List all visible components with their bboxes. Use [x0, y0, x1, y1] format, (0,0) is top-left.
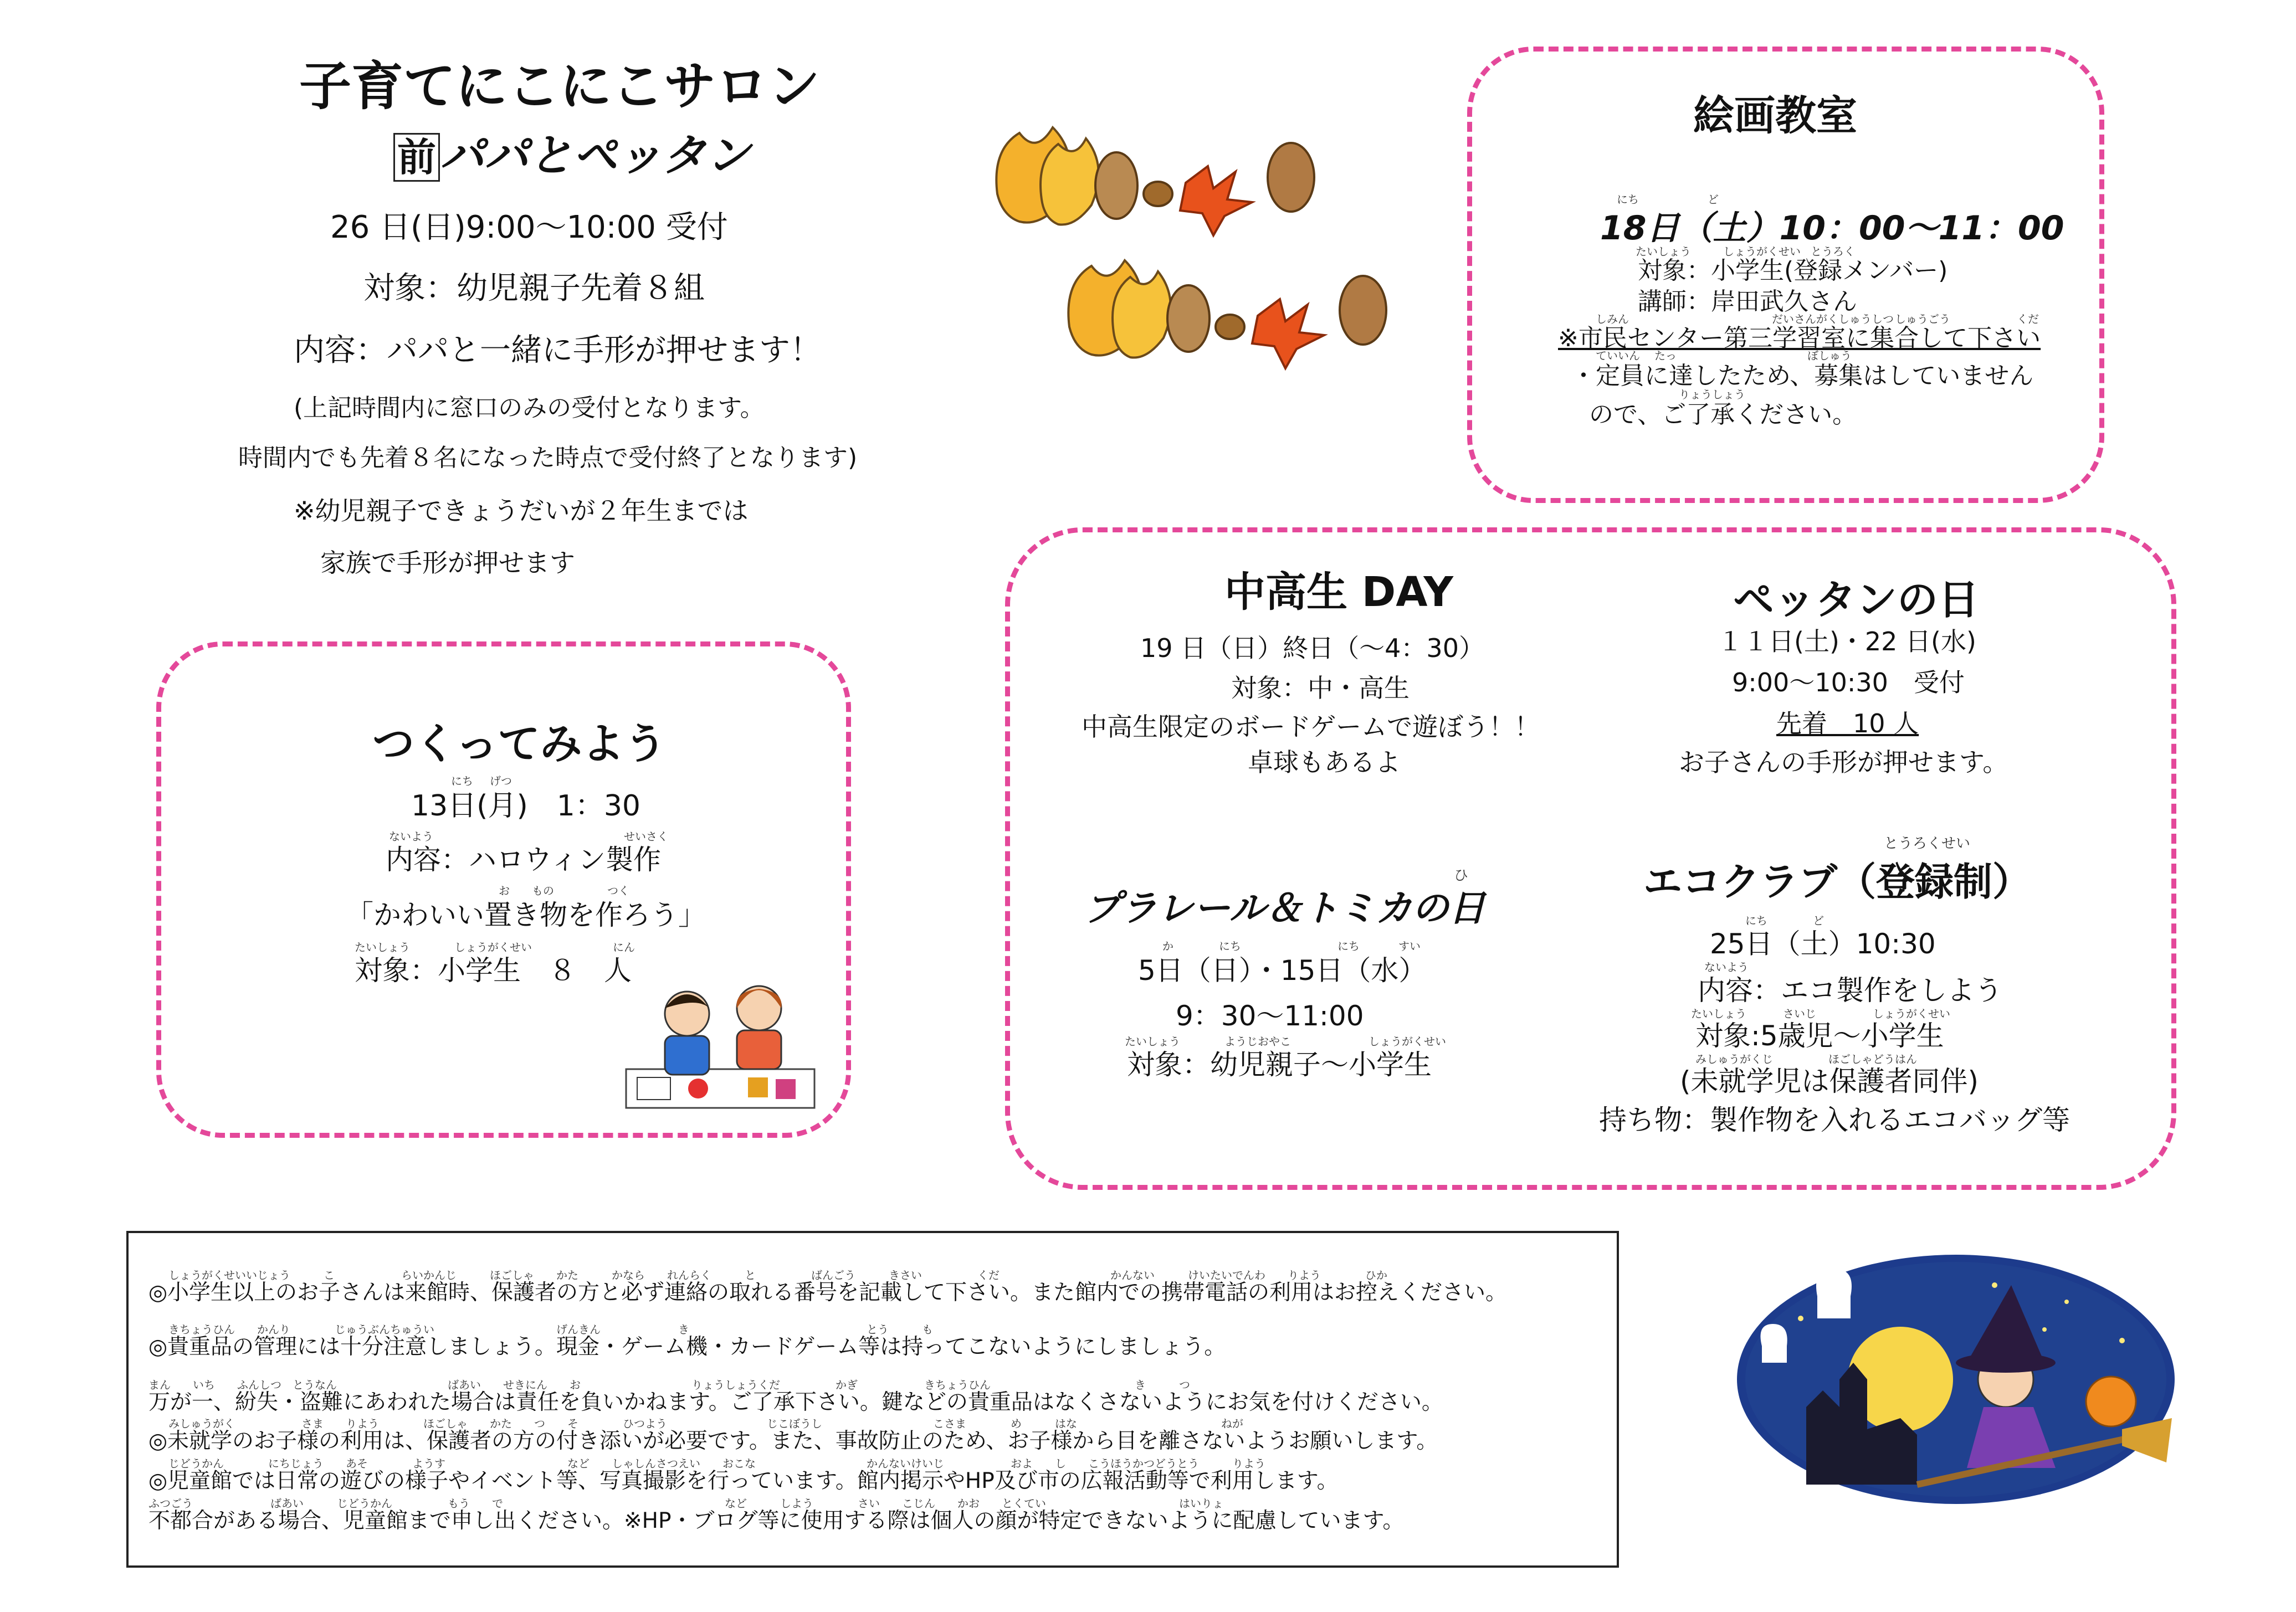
painting-gather: ※市民センター第三学習室に集合して下さい — [1558, 324, 2041, 352]
painting-full1: ・定員に達したため、募集はしていません — [1571, 362, 2034, 390]
plarail-time: 9：30～11:00 — [1176, 1000, 1364, 1032]
painting-teacher: 講師：岸田武久さん — [1638, 288, 1857, 316]
salon-note1: (上記時間内に窓口のみの受付となります。 — [294, 394, 765, 422]
eco-guardian: (未就学児は保護者同伴) — [1680, 1065, 1979, 1097]
plarail-ruby-youjioyako: ようじおやこ — [1224, 1035, 1291, 1048]
notice-ruby-5: ふつごう ばあい じどうかん もう で など しよう さい こじん かお とくてい はいりょ — [148, 1497, 1223, 1510]
eco-ruby-nichi: にち — [1745, 914, 1767, 927]
pettan-title: ペッタンの日 — [1733, 576, 1979, 624]
notice-line-1: ◎貴重品の管理には十分注意しましょう。現金・ゲーム機・カードゲーム等は持ってこないようにしましょう。 — [148, 1334, 1226, 1359]
eco-ruby-tourokusei: とうろくせい — [1884, 835, 1971, 852]
children-drawing-icon — [615, 975, 820, 1119]
salon-subtitle: パパとペッタン — [440, 130, 750, 181]
pettan-desc: お子さんの手形が押せます。 — [1679, 747, 2008, 777]
halloween-witch-icon — [1734, 1252, 2177, 1507]
notice-line-2: 万が一、紛失・盗難にあわれた場合は責任を負いかねます。ご了承下さい。鍵などの貴重品はなくさないようにお気を付けください。 — [148, 1390, 1443, 1415]
tsukutte-ruby-nichi: にち — [451, 774, 473, 788]
painting-date: 18日（土）10：00～11：00 — [1600, 209, 2064, 248]
eco-ruby-hogoshadouhan: ほごしゃどうはん — [1828, 1053, 1917, 1066]
salon-note2: 時間内でも先着８名になった時点で受付終了となります) — [238, 444, 858, 472]
notice-ruby-2: まん いち ふんしつ とうなん ばあい せきにん お りょうしょうくだ かぎ きちょうひん き つ — [148, 1378, 1190, 1392]
plarail-title: プラレール＆トミカの日 — [1084, 887, 1485, 930]
painting-target: 対象：小学生(登録メンバー) — [1638, 256, 1948, 285]
tsukutte-ruby-taishou: たいしょう — [355, 941, 410, 954]
salon-date: 26 日(日)9:00～10:00 受付 — [330, 209, 728, 245]
tsukutte-ruby-seisaku: せいさく — [624, 830, 668, 843]
painting-ruby-boshuu: ぼしゅう — [1807, 349, 1852, 362]
tsukutte-date: 13日(月) 1：30 — [411, 789, 640, 823]
notice-line-0: ◎小学生以上のお子さんは来館時、保護者の方と必ず連絡の取れる番号を記載して下さい。また館内での携帯電話の利用はお控えください。 — [148, 1280, 1508, 1305]
eco-target: 対象:5歳児～小学生 — [1695, 1020, 1944, 1052]
eco-title: エコクラブ（登録制） — [1643, 859, 2031, 905]
plarail-ruby-sui: すい — [1398, 940, 1421, 953]
plarail-ruby-ka: か — [1162, 940, 1173, 953]
tsukutte-ruby-getsu: げつ — [490, 774, 512, 788]
painting-ruby-teiin: ていいん — [1596, 349, 1640, 362]
plarail-ruby-nichi2: にち — [1337, 940, 1360, 953]
notice-line-4: ◎児童館では日常の遊びの様子やイベント等、写真撮影を行っています。館内掲示やHP及び市の広報活動等で利用します。 — [148, 1469, 1339, 1493]
notice-ruby-1: きちょうひん かんり じゅうぶんちゅうい げんきん き とう も — [168, 1323, 933, 1336]
plarail-ruby-taishou: たいしょう — [1125, 1035, 1180, 1048]
notice-ruby-3: みしゅうがく さま りよう ほごしゃ かた つ そ ひつよう じこぼうし こさま め はな ねが — [168, 1417, 1243, 1430]
painting-ruby-shimin: しみん — [1596, 312, 1629, 326]
painting-ruby-kuda: くだ — [2017, 312, 2039, 326]
notice-line-3: ◎未就学のお子様の利用は、保護者の方の付き添いが必要です。また、事故防止のため、お子様から目を離さないようお願いします。 — [148, 1429, 1438, 1454]
salon-note4: 家族で手形が押せます — [320, 548, 575, 578]
painting-title: 絵画教室 — [1693, 92, 1857, 140]
painting-ruby-do: ど — [1708, 193, 1719, 206]
plarail-ruby-hi: ひ — [1454, 867, 1469, 884]
eco-ruby-do: ど — [1813, 914, 1824, 927]
painting-ruby-tas: たっ — [1654, 349, 1677, 362]
chuukousei-desc1: 中高生限定のボードゲームで遊ぼう！！ — [1082, 712, 1540, 742]
salon-subtitle-mark: 前 — [393, 133, 440, 182]
chuukousei-target: 対象：中・高生 — [1231, 673, 1410, 703]
painting-full2: ので、ご了承ください。 — [1589, 401, 1857, 429]
eco-bring: 持ち物：製作物を入れるエコバッグ等 — [1599, 1104, 2070, 1136]
painting-ruby-nichi: にち — [1617, 193, 1639, 206]
painting-ruby-daisan: だいさんがくしゅうしつ — [1772, 312, 1894, 326]
notice-ruby-4: じどうかん にちじょう あそ ようす など しゃしんさつえい おこな かんないけいじ およ し こうほうかつどうとう りよう — [168, 1457, 1265, 1470]
salon-note3: ※幼児親子できょうだいが２年生までは — [294, 496, 749, 526]
tsukutte-ruby-tsuku: つく — [607, 884, 629, 897]
tsukutte-item: 「かわいい置き物を作ろう」 — [346, 899, 706, 931]
autumn-leaves-icon — [975, 116, 1319, 349]
tsukutte-target: 対象：小学生 ８ 人 — [355, 954, 632, 987]
painting-ruby-shuugou: しゅうごう — [1895, 312, 1950, 326]
tsukutte-title: つくってみよう — [372, 719, 667, 768]
painting-ruby-ryoushou: りょうしょう — [1679, 388, 1745, 401]
eco-content: 内容：エコ製作をしよう — [1698, 974, 2002, 1007]
autumn-leaves-bottom — [1068, 260, 1386, 368]
salon-subtitle-row — [393, 120, 750, 183]
eco-ruby-saiji: さいじ — [1783, 1007, 1816, 1020]
autumn-leaves-top — [996, 127, 1314, 235]
eco-ruby-shougakusei: しょうがくせい — [1873, 1007, 1950, 1020]
eco-ruby-naiyou: ないよう — [1704, 961, 1749, 974]
plarail-ruby-nichi: にち — [1219, 940, 1241, 953]
painting-ruby-taishou: たいしょう — [1636, 245, 1691, 258]
tsukutte-ruby-shougakusei: しょうがくせい — [454, 941, 532, 954]
plarail-target: 対象：幼児親子～小学生 — [1127, 1049, 1432, 1081]
plarail-ruby-shougakusei: しょうがくせい — [1369, 1035, 1446, 1048]
notice-ruby-0: しょうがくせいいじょう こ らいかんじ ほごしゃ かた かなら れんらく と ばんごう きさい くだ かんない けいたいでんわ りよう ひか — [168, 1269, 1387, 1282]
notice-line-5: 不都合がある場合、児童館まで申し出ください。※HP・ブログ等に使用する際は個人の顔が特定できないように配慮しています。 — [148, 1508, 1405, 1533]
salon-target: 対象：幼児親子先着８組 — [363, 270, 705, 306]
salon-title: 子育てにこにこサロン — [299, 57, 821, 117]
pettan-time: 9:00～10:30 受付 — [1732, 668, 1965, 697]
tsukutte-ruby-o: お — [499, 884, 510, 897]
salon-content: 内容：パパと一緒に手形が押せます！ — [294, 332, 821, 368]
eco-date: 25日（土）10:30 — [1710, 928, 1936, 960]
chuukousei-title: 中高生 DAY — [1224, 568, 1453, 616]
painting-ruby-touroku: とうろく — [1811, 245, 1855, 258]
eco-ruby-mishuugakuji: みしゅうがくじ — [1695, 1053, 1773, 1066]
tsukutte-content: 内容：ハロウィン製作 — [386, 844, 661, 876]
pettan-limit: 先着 10 人 — [1776, 709, 1919, 738]
tsukutte-ruby-nin: にん — [613, 941, 635, 954]
chuukousei-desc2: 卓球もあるよ — [1248, 747, 1401, 777]
tsukutte-ruby-mono: もの — [532, 884, 554, 897]
eco-ruby-taishou: たいしょう — [1691, 1007, 1746, 1020]
notice-box — [126, 1231, 1619, 1568]
tsukutte-ruby-naiyou: ないよう — [389, 830, 433, 843]
chuukousei-date: 19 日（日）終日（～4：30） — [1140, 633, 1484, 663]
plarail-date: 5日（日）・15日（水） — [1138, 954, 1427, 987]
painting-ruby-shougakusei: しょうがくせい — [1723, 245, 1801, 258]
pettan-date: １１日(土)・22 日(水) — [1718, 627, 1976, 656]
